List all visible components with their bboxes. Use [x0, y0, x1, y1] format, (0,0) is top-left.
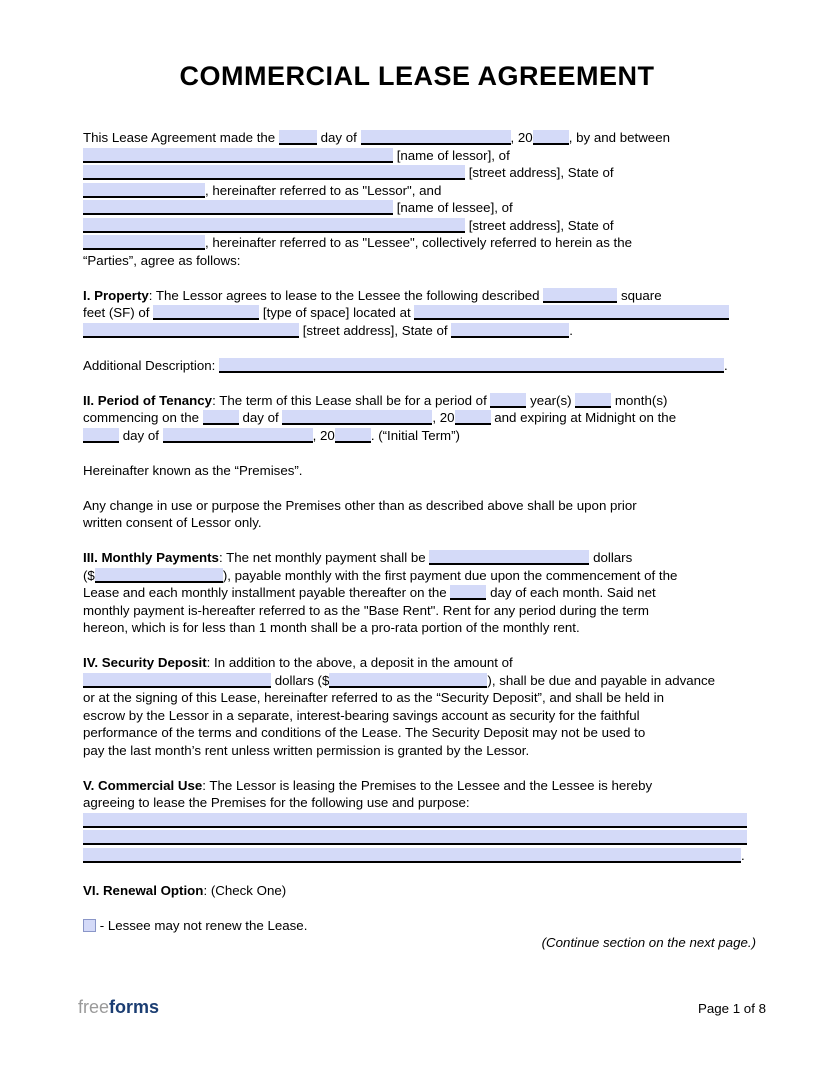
field-execution-day[interactable] [279, 130, 317, 145]
text-run: monthly payment is-hereafter referred to as the "Base Rent". Rent for any period during the term [83, 602, 649, 618]
text-run: : The term of this Lease shall be for a period of [212, 392, 491, 408]
text-run: “Parties”, agree as follows: [83, 252, 241, 268]
field-use-and-purpose-line-1[interactable] [83, 813, 747, 828]
field-commencement-day[interactable] [203, 410, 239, 425]
text-run: [street address], State of [465, 165, 614, 180]
field-lessee-street-address[interactable] [83, 218, 465, 233]
text-run: written consent of Lessor only. [83, 515, 262, 530]
text-run: , 20 [312, 427, 335, 443]
text-run: month(s) [611, 392, 668, 408]
paragraph-use-change-note [83, 497, 756, 532]
checkbox-lessee-may-not-renew[interactable] [83, 919, 96, 932]
field-lessor-street-address[interactable] [83, 165, 465, 180]
text-run: . (“Initial Term”) [370, 427, 460, 443]
text-run: : In addition to the above, a deposit in the amount of [206, 655, 513, 670]
text-run: : The Lessor agrees to lease to the Lessee the following described [148, 287, 544, 303]
text-run: [street address], State of [299, 322, 452, 338]
text-run: dollars [589, 550, 633, 565]
field-lessee-name[interactable] [83, 200, 393, 215]
text-run: : The Lessor is leasing the Premises to the Lessee and the Lessee is hereby [202, 777, 653, 793]
field-use-and-purpose-line-3[interactable] [83, 848, 741, 863]
text-run: agreeing to lease the Premises for the following use and purpose: [83, 795, 470, 810]
field-commencement-month[interactable] [282, 410, 432, 425]
field-expiration-day[interactable] [83, 428, 119, 443]
continue-note [83, 934, 756, 952]
text-run: year(s) [526, 392, 576, 408]
text-run: Additional Description: [83, 357, 219, 373]
text-run: [name of lessee], of [393, 200, 513, 215]
paragraph-property [83, 287, 756, 340]
text-run: escrow by the Lessor in a separate, interest-bearing savings account as security for the faithful [83, 707, 640, 723]
text-run: or at the signing of this Lease, hereinafter referred to as the “Security Deposit”, and shall be held in [83, 690, 664, 705]
field-lessor-state[interactable] [83, 183, 205, 198]
text-run: day of [119, 427, 163, 443]
paragraph-additional-description [83, 357, 756, 375]
document-title: COMMERCIAL LEASE AGREEMENT [179, 61, 655, 91]
paragraph-renewal-choice [83, 917, 756, 935]
field-execution-year[interactable] [533, 130, 569, 145]
freeforms-logo [78, 996, 159, 1018]
field-type-of-space[interactable] [153, 305, 259, 320]
logo-free-text: free [78, 997, 110, 1017]
text-run: ), shall be due and payable in advance [487, 672, 716, 688]
text-run: dollars ($ [271, 672, 330, 688]
paragraph-premises-note [83, 462, 756, 480]
field-rent-due-day[interactable] [450, 585, 486, 600]
text-run: , 20 [510, 130, 533, 145]
paragraph-renewal-option [83, 882, 756, 900]
field-monthly-rent-amount[interactable] [95, 568, 223, 583]
field-term-months[interactable] [575, 393, 611, 408]
paragraph-security-deposit [83, 654, 756, 759]
text-run: Lease and each monthly installment payable thereafter on the [83, 585, 451, 600]
text-run: square [617, 287, 662, 303]
text-run: [type of space] located at [259, 305, 415, 320]
paragraph-monthly-payments [83, 549, 756, 637]
text-run: Hereinafter known as the “Premises”. [83, 462, 303, 478]
text-run: . [724, 357, 728, 373]
section-heading: II. Period of Tenancy [83, 392, 213, 408]
text-run: : (Check One) [203, 882, 287, 898]
text-run: day of [316, 130, 361, 145]
text-run: [street address], State of [465, 217, 614, 233]
page-footer [78, 996, 766, 1018]
section-heading: I. Property [83, 287, 149, 303]
section-heading: IV. Security Deposit [83, 655, 207, 670]
text-run: commencing on the [83, 410, 203, 425]
text-run: day of [238, 410, 283, 425]
text-run: This Lease Agreement made the [83, 130, 279, 145]
text-run: - Lessee may not renew the Lease. [96, 917, 308, 933]
text-run: ), payable monthly with the first payment due upon the commencement of the [222, 567, 678, 583]
text-run: , hereinafter referred to as "Lessor", and [205, 182, 442, 198]
field-term-years[interactable] [490, 393, 526, 408]
paragraph-intro [83, 129, 756, 269]
text-run: , 20 [432, 410, 455, 425]
text-run: performance of the terms and conditions of the Lease. The Security Deposit may not be used to [83, 725, 646, 740]
text-run: , by and between [568, 130, 670, 145]
field-property-state[interactable] [451, 323, 569, 338]
field-expiration-year[interactable] [335, 428, 371, 443]
field-square-feet[interactable] [543, 288, 617, 303]
text-run: ($ [83, 567, 95, 583]
field-expiration-month[interactable] [163, 428, 313, 443]
section-heading: III. Monthly Payments [83, 550, 219, 565]
field-property-address-line-1[interactable] [414, 305, 729, 320]
page-number: Page 1 of 8 [697, 1001, 766, 1016]
text-run: and expiring at Midnight on the [490, 410, 677, 425]
text-run: hereon, which is for less than 1 month shall be a pro-rata portion of the monthly rent. [83, 620, 580, 635]
logo-forms-text: forms [109, 997, 160, 1017]
text-run: Any change in use or purpose the Premises other than as described above shall be upon prior [83, 497, 637, 513]
section-heading: VI. Renewal Option [83, 882, 204, 898]
field-commencement-year[interactable] [455, 410, 491, 425]
paragraph-period-of-tenancy [83, 392, 756, 445]
text-run: day of each month. Said net [486, 585, 656, 600]
section-heading: V. Commercial Use [83, 777, 203, 793]
text-run: feet (SF) of [83, 305, 154, 320]
text-run: : The net monthly payment shall be [218, 550, 430, 565]
document-body [0, 93, 834, 952]
field-security-deposit-amount[interactable] [329, 673, 487, 688]
field-lessee-state[interactable] [83, 235, 205, 250]
field-security-deposit-words[interactable] [83, 673, 271, 688]
field-lessor-name[interactable] [83, 148, 393, 163]
field-additional-description[interactable] [219, 358, 724, 373]
field-execution-month[interactable] [361, 130, 511, 145]
text-run: . [569, 322, 573, 338]
field-monthly-rent-words[interactable] [429, 550, 589, 565]
paragraph-commercial-use [83, 777, 756, 865]
text-run: , hereinafter referred to as "Lessee", collectively referred to herein as the [205, 235, 633, 250]
field-property-address-line-2[interactable] [83, 323, 299, 338]
text-run: . [741, 847, 745, 863]
text-run: pay the last month’s rent unless written permission is granted by the Lessor. [83, 742, 530, 758]
italic-note: (Continue section on the next page.) [541, 935, 756, 950]
field-use-and-purpose-line-2[interactable] [83, 830, 747, 845]
text-run: [name of lessor], of [393, 147, 510, 163]
